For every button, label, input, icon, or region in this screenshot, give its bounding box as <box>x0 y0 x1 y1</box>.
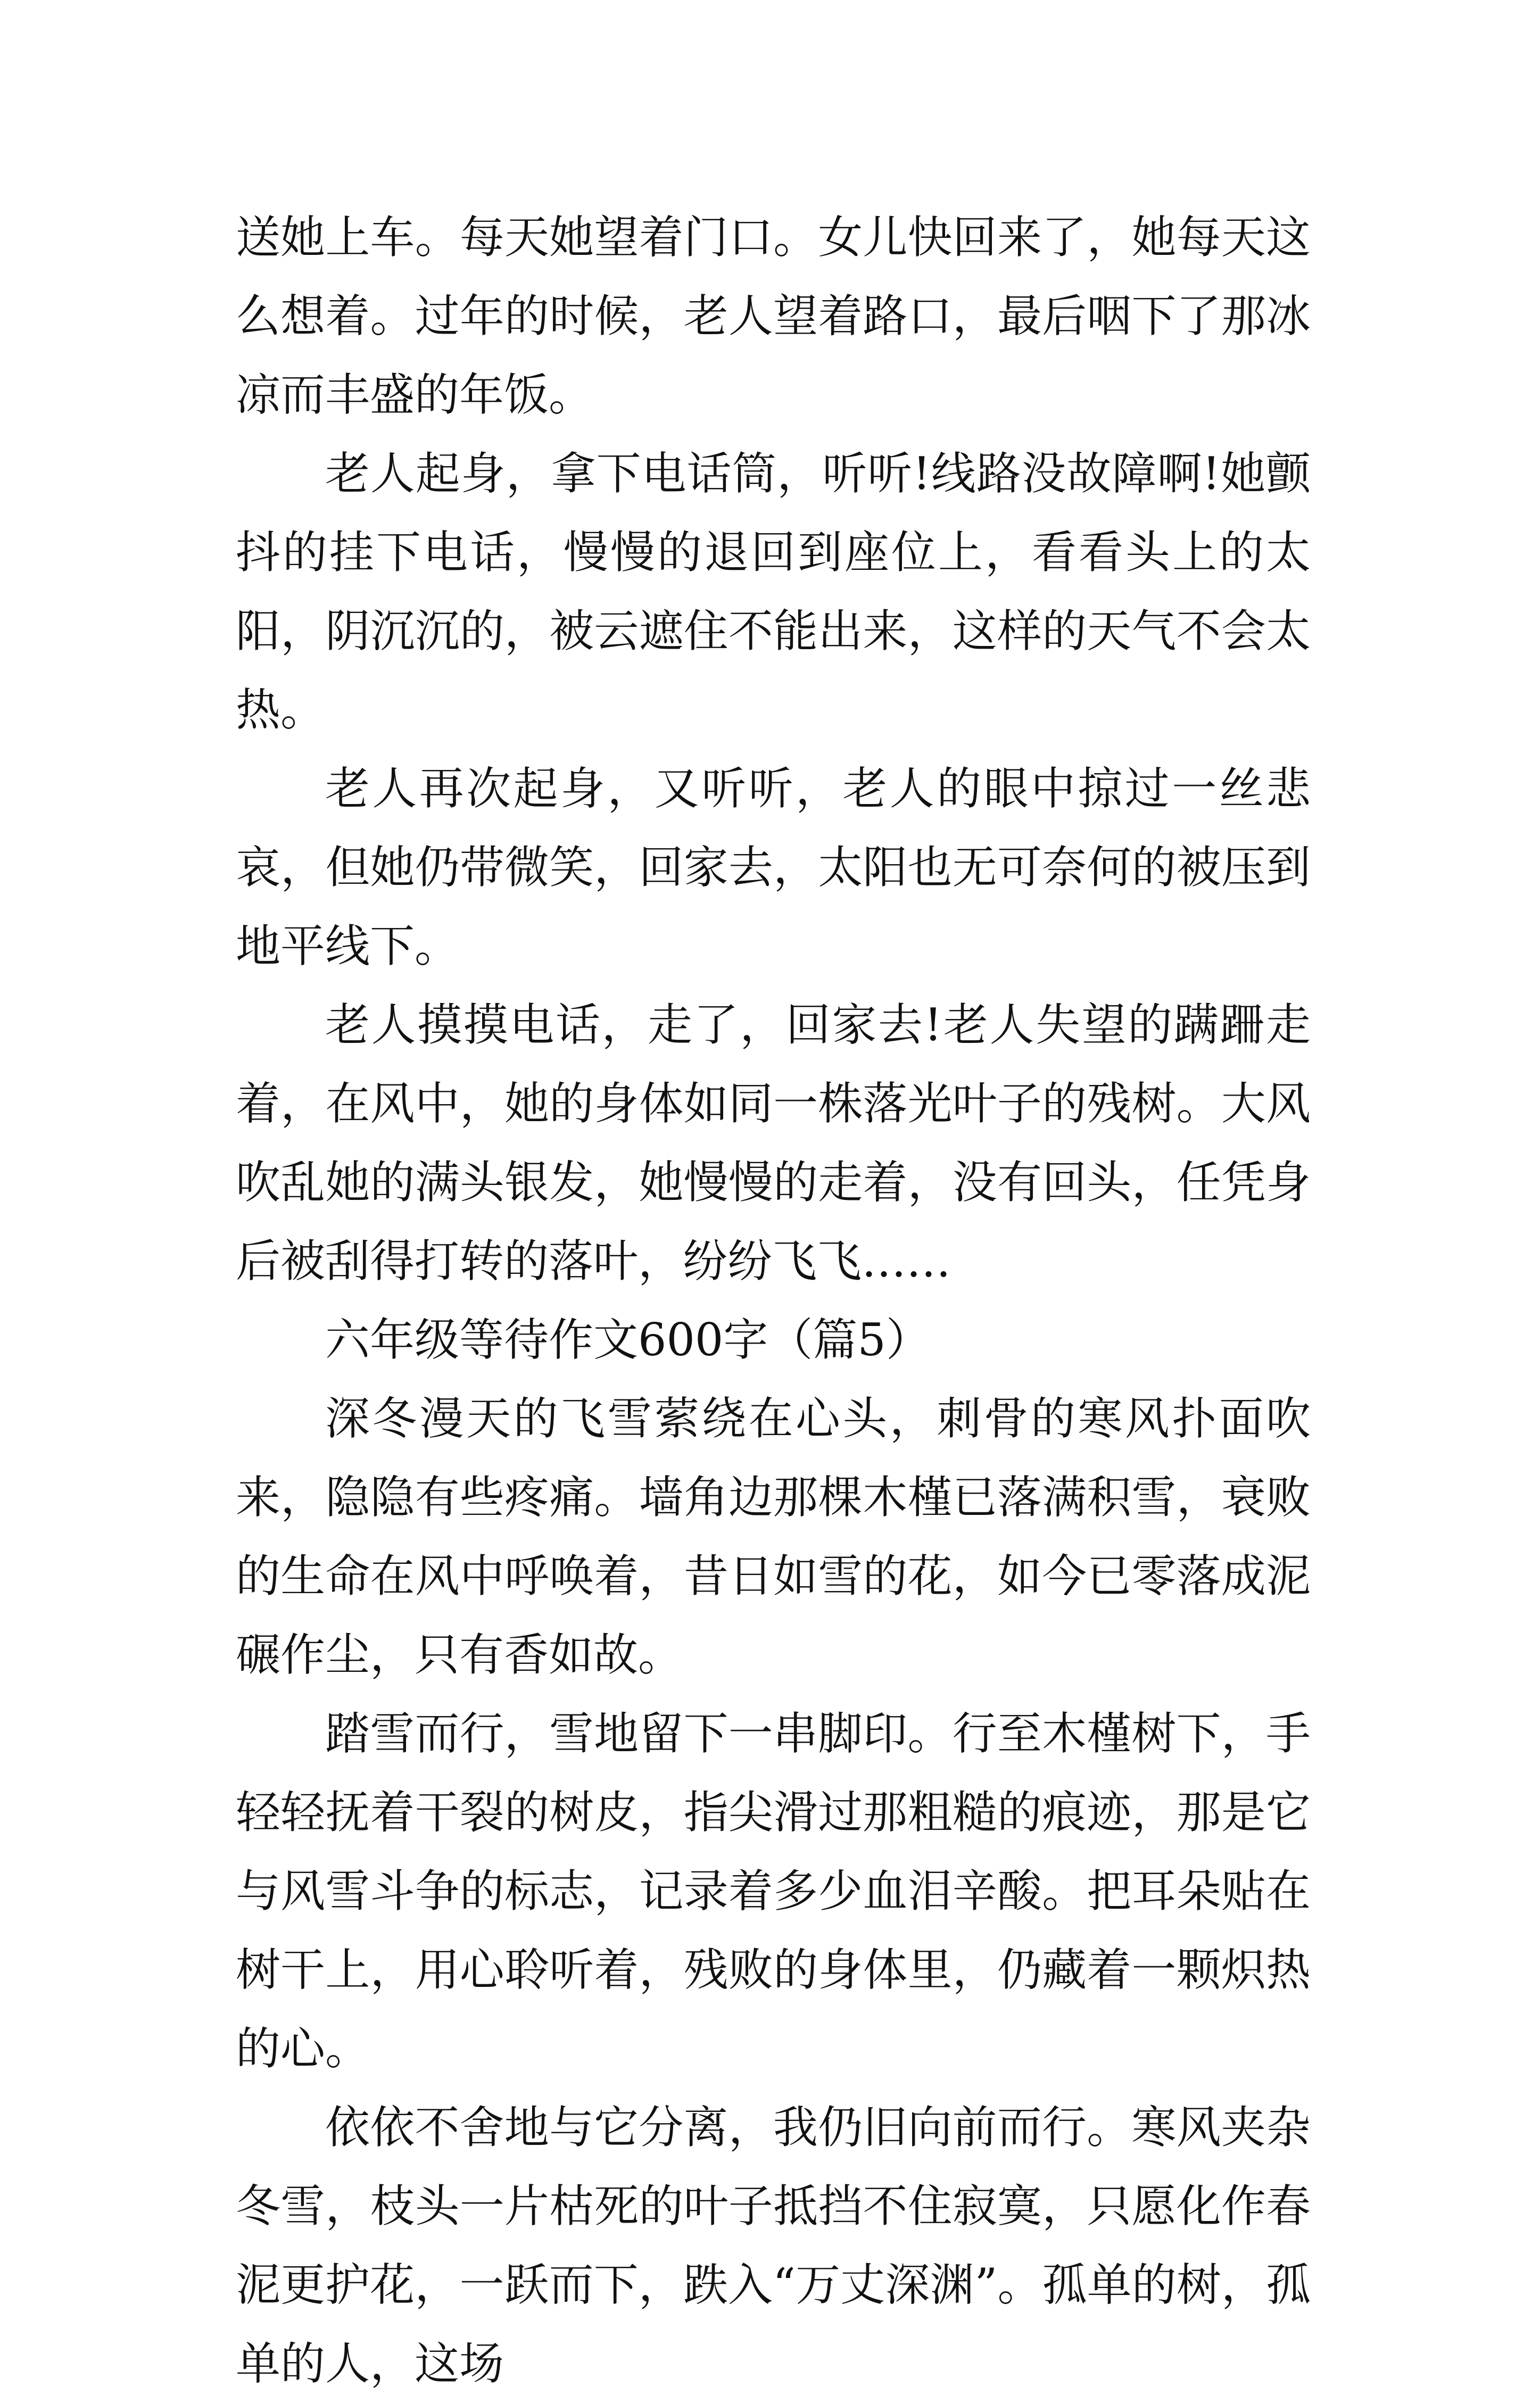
paragraph: 老人摸摸电话，走了，回家去!老人失望的蹒跚走着，在风中，她的身体如同一株落光叶子的残树。大风吹乱她的满头银发，她慢慢的走着，没有回头，任凭身后被刮得打转的落叶，纷纷飞飞…… <box>236 999 1311 1287</box>
paragraph-continued: 送她上车。每天她望着门口。女儿快回来了，她每天这么想着。过年的时候，老人望着路口，最后咽下了那冰凉而丰盛的年饭。 <box>236 211 1311 421</box>
paragraph: 依依不舍地与它分离，我仍旧向前而行。寒风夹杂冬雪，枝头一片枯死的叶子抵挡不住寂寞，只愿化作春泥更护花，一跃而下，跌入“万丈深渊”。孤单的树，孤单的人，这场 <box>236 2101 1311 2390</box>
paragraph: 老人起身，拿下电话筒，听听!线路没故障啊!她颤抖的挂下电话，慢慢的退回到座位上，看看头上的太阳，阴沉沉的，被云遮住不能出来，这样的天气不会太热。 <box>236 448 1311 736</box>
document-body <box>236 198 1311 2403</box>
paragraph: 老人再次起身，又听听，老人的眼中掠过一丝悲哀，但她仍带微笑，回家去，太阳也无可奈何的被压到地平线下。 <box>236 763 1311 972</box>
paragraph: 深冬漫天的飞雪萦绕在心头，刺骨的寒风扑面吹来，隐隐有些疼痛。墙角边那棵木槿已落满积雪，衰败的生命在风中呼唤着，昔日如雪的花，如今已零落成泥碾作尘，只有香如故。 <box>236 1393 1311 1681</box>
paragraph: 踏雪而行，雪地留下一串脚印。行至木槿树下，手轻轻抚着干裂的树皮，指尖滑过那粗糙的痕迹，那是它与风雪斗争的标志，记录着多少血泪辛酸。把耳朵贴在树干上，用心聆听着，残败的身体里，仍藏着一颗炽热的心。 <box>236 1708 1311 2075</box>
section-heading: 六年级等待作文600字（篇5） <box>325 1314 931 1366</box>
